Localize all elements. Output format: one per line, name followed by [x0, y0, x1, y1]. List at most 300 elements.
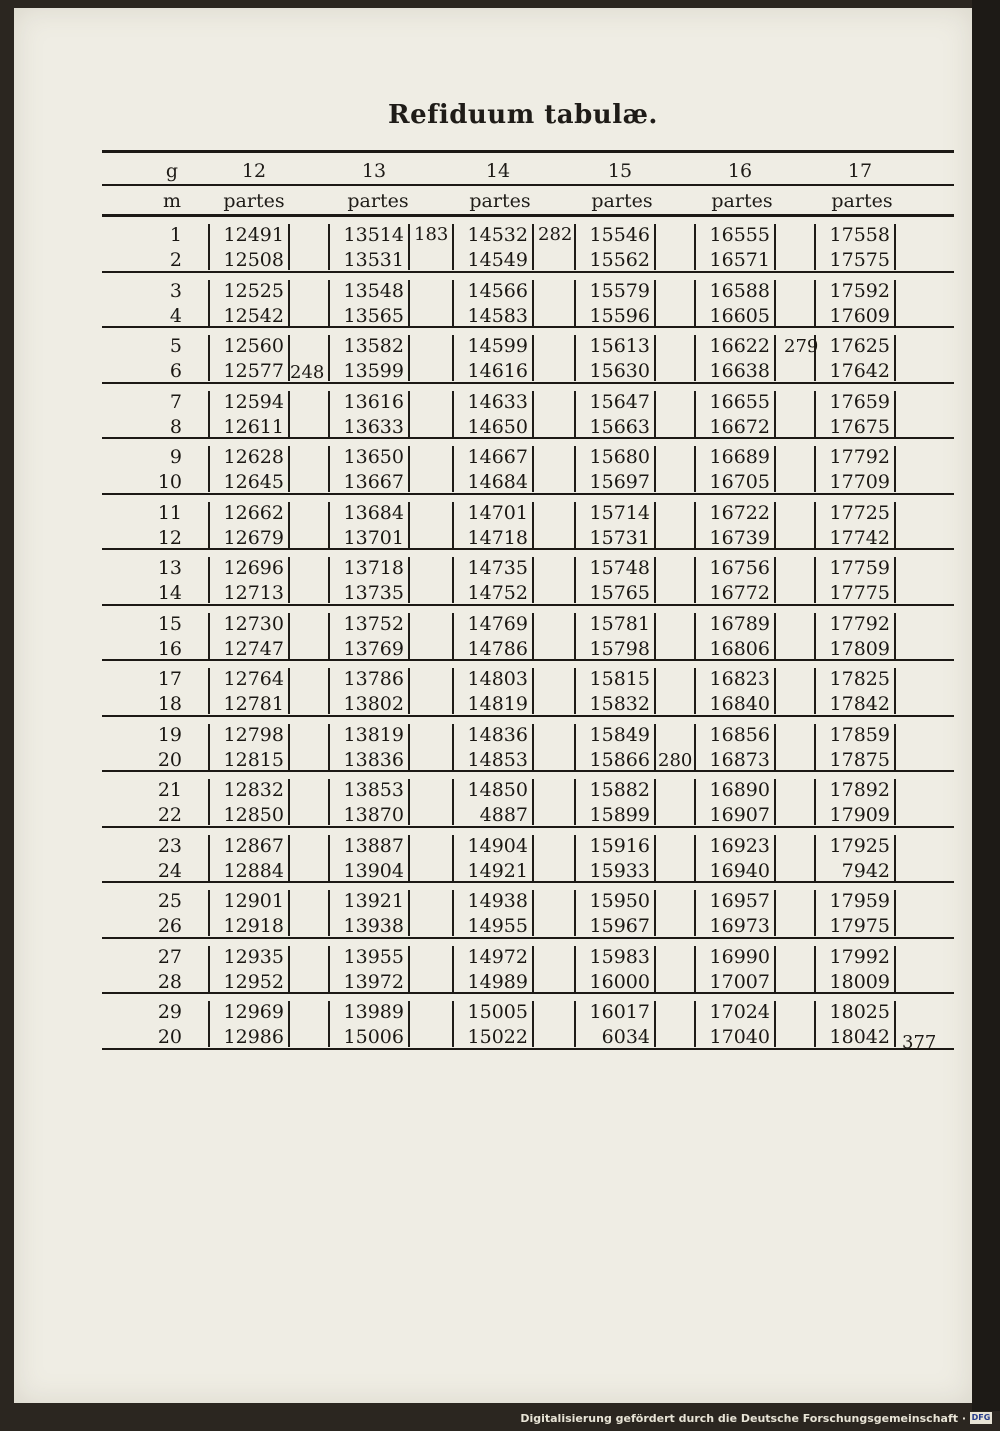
- table-cell: 14549: [467, 249, 528, 271]
- column-rule: [654, 391, 656, 437]
- column-rule: [288, 724, 290, 770]
- table-cell: 14853: [467, 748, 528, 771]
- column-rule: [894, 668, 896, 714]
- table-cell: 16940: [709, 859, 770, 882]
- header-degrees: [102, 156, 954, 186]
- table-row: [102, 607, 954, 663]
- table-cell: 13853: [343, 779, 404, 801]
- column-rule: [814, 280, 816, 326]
- column-rule: [208, 446, 210, 492]
- column-rule: [694, 557, 696, 603]
- row-rule: [102, 493, 954, 495]
- table-cell: 15748: [589, 557, 650, 579]
- column-rule: [328, 890, 330, 936]
- table-cell: 17842: [829, 693, 890, 715]
- table-cell: 17024: [709, 1001, 770, 1023]
- column-rule: [452, 613, 454, 659]
- table-cell: 16856: [709, 723, 770, 746]
- table-cell: 14701: [467, 501, 528, 524]
- table-cell: 14786: [467, 637, 528, 660]
- partes-label: partes: [347, 190, 409, 212]
- column-rule: [328, 557, 330, 603]
- column-rule: [654, 890, 656, 936]
- minute-label: 20: [157, 748, 182, 771]
- table-cell: 15022: [467, 1026, 528, 1048]
- column-rule: [774, 724, 776, 770]
- table-cell: 12952: [223, 970, 284, 993]
- minute-label: 28: [157, 970, 182, 993]
- table-cell: 13786: [343, 668, 404, 690]
- table-cell: 18025: [829, 1001, 890, 1023]
- column-rule: [288, 779, 290, 825]
- column-rule: [408, 835, 410, 881]
- table-cell: 16806: [709, 637, 770, 660]
- table-cell: 18042: [829, 1026, 890, 1048]
- row-rule: [102, 548, 954, 550]
- column-rule: [328, 446, 330, 492]
- table-row: [102, 274, 954, 330]
- table-cell: 16890: [709, 779, 770, 801]
- column-rule: [208, 835, 210, 881]
- table-cell: 16672: [709, 415, 770, 438]
- column-rule: [774, 613, 776, 659]
- table-cell: 15005: [467, 1001, 528, 1023]
- partes-label: partes: [831, 190, 893, 212]
- table-cell: 16000: [589, 970, 650, 993]
- table-cell: 14955: [467, 915, 528, 937]
- table-cell: 13565: [343, 304, 404, 327]
- table-row: [102, 218, 954, 274]
- header-rule-bottom: [102, 214, 954, 217]
- table-cell: 17642: [829, 360, 890, 382]
- minute-label: 3: [169, 279, 182, 302]
- column-rule: [532, 946, 534, 992]
- column-rule: [532, 391, 534, 437]
- column-rule: [288, 446, 290, 492]
- table-cell: 15697: [589, 471, 650, 493]
- column-rule: [452, 391, 454, 437]
- column-rule: [328, 835, 330, 881]
- minute-label: 25: [157, 890, 182, 912]
- column-rule: [574, 890, 576, 936]
- column-rule: [814, 557, 816, 603]
- minute-label: 11: [157, 501, 182, 524]
- table-cell: 13701: [343, 526, 404, 549]
- table-cell: 15781: [589, 612, 650, 635]
- minute-label: 20: [157, 1026, 182, 1048]
- column-rule: [654, 946, 656, 992]
- column-rule: [814, 890, 816, 936]
- column-rule: [408, 391, 410, 437]
- table-cell: 14904: [467, 834, 528, 857]
- table-cell: 14718: [467, 526, 528, 549]
- column-rule: [208, 946, 210, 992]
- column-rule: [408, 890, 410, 936]
- column-rule: [532, 668, 534, 714]
- table-cell: 13802: [343, 693, 404, 715]
- column-rule: [574, 335, 576, 381]
- table-cell: 14836: [467, 723, 528, 746]
- table-cell: 15562: [589, 249, 650, 271]
- table-cell: 17742: [829, 526, 890, 549]
- row-rule: [102, 326, 954, 328]
- column-rule: [208, 890, 210, 936]
- column-rule: [894, 557, 896, 603]
- column-rule: [208, 280, 210, 326]
- minute-label: 1: [169, 224, 182, 246]
- column-rule: [654, 613, 656, 659]
- table-cell: 17925: [829, 834, 890, 857]
- table-cell: 14735: [467, 557, 528, 579]
- table-cell: 12713: [223, 582, 284, 604]
- table-cell: 13819: [343, 723, 404, 746]
- column-rule: [574, 779, 576, 825]
- column-rule: [532, 1001, 534, 1047]
- table-row: [102, 829, 954, 885]
- row-rule: [102, 826, 954, 828]
- column-rule: [654, 224, 656, 270]
- col-header-13: 13: [361, 160, 387, 182]
- column-rule: [208, 1001, 210, 1047]
- column-rule: [452, 280, 454, 326]
- table-cell: 16739: [709, 526, 770, 549]
- table-cell: 16588: [709, 279, 770, 302]
- minute-label: 26: [157, 915, 182, 937]
- table-cell: 13514: [343, 224, 404, 246]
- table-cell: 15630: [589, 360, 650, 382]
- row-rule: [102, 271, 954, 273]
- column-rule: [774, 946, 776, 992]
- table-cell: 15815: [589, 668, 650, 690]
- partes-label: partes: [711, 190, 773, 212]
- table-cell: 15933: [589, 859, 650, 882]
- table-cell: 13836: [343, 748, 404, 771]
- column-rule: [408, 335, 410, 381]
- column-rule: [452, 724, 454, 770]
- column-rule: [208, 502, 210, 548]
- table-cell: 15579: [589, 279, 650, 302]
- column-rule: [574, 280, 576, 326]
- column-rule: [814, 1001, 816, 1047]
- column-rule: [894, 890, 896, 936]
- column-rule: [694, 668, 696, 714]
- column-rule: [694, 779, 696, 825]
- column-rule: [654, 446, 656, 492]
- column-rule: [328, 391, 330, 437]
- table-cell: 12935: [223, 945, 284, 968]
- table-cell: 4887: [479, 804, 528, 826]
- column-rule: [288, 502, 290, 548]
- table-cell: 12628: [223, 446, 284, 468]
- table-cell: 15546: [589, 224, 650, 246]
- column-rule: [288, 835, 290, 881]
- table-cell: 15765: [589, 582, 650, 604]
- table-cell: 17609: [829, 304, 890, 327]
- table-cell: 17859: [829, 723, 890, 746]
- table-cell: 14819: [467, 693, 528, 715]
- table-cell: 15680: [589, 446, 650, 468]
- table-cell: 14769: [467, 612, 528, 635]
- row-rule: [102, 937, 954, 939]
- column-rule: [894, 613, 896, 659]
- table-cell: 16789: [709, 612, 770, 635]
- column-rule: [452, 946, 454, 992]
- table-cell: 14921: [467, 859, 528, 882]
- table-cell: 12696: [223, 557, 284, 579]
- table-cell: 15613: [589, 335, 650, 357]
- table-cell: 17040: [709, 1026, 770, 1048]
- column-rule: [532, 724, 534, 770]
- column-rule: [894, 946, 896, 992]
- table-cell: 12884: [223, 859, 284, 882]
- column-rule: [328, 224, 330, 270]
- column-rule: [328, 668, 330, 714]
- row-rule: [102, 881, 954, 883]
- row-rule: [102, 1048, 954, 1050]
- table-cell: 17975: [829, 915, 890, 937]
- table-cell: 15832: [589, 693, 650, 715]
- table-row: [102, 940, 954, 996]
- table-cell: 13887: [343, 834, 404, 857]
- table-cell: 16990: [709, 945, 770, 968]
- table-cell: 15866: [589, 748, 650, 771]
- column-rule: [894, 391, 896, 437]
- column-rule: [532, 224, 534, 270]
- table-cell: 16772: [709, 582, 770, 604]
- column-rule: [328, 1001, 330, 1047]
- column-rule: [774, 557, 776, 603]
- table-cell: 13548: [343, 279, 404, 302]
- column-rule: [894, 335, 896, 381]
- column-rule: [694, 502, 696, 548]
- table-cell: 14989: [467, 970, 528, 993]
- table-cell: 13938: [343, 915, 404, 937]
- column-rule: [532, 280, 534, 326]
- minute-label: 12: [157, 526, 182, 549]
- table-cell: 16017: [589, 1001, 650, 1023]
- column-rule: [532, 779, 534, 825]
- minute-label: 15: [157, 612, 182, 635]
- table-cell: 15882: [589, 779, 650, 801]
- table-cell: 16923: [709, 834, 770, 857]
- minute-label: 18: [157, 693, 182, 715]
- table-cell: 13955: [343, 945, 404, 968]
- table-cell: 16638: [709, 360, 770, 382]
- column-rule: [452, 557, 454, 603]
- table-cell: 17592: [829, 279, 890, 302]
- table-cell: 15899: [589, 804, 650, 826]
- minute-label: 22: [157, 804, 182, 826]
- table-cell: 12525: [223, 279, 284, 302]
- minute-label: 6: [169, 360, 182, 382]
- table-cell: 13735: [343, 582, 404, 604]
- column-rule: [814, 391, 816, 437]
- table-cell: 15916: [589, 834, 650, 857]
- column-rule: [328, 779, 330, 825]
- table-cell: 12764: [223, 668, 284, 690]
- table-cell: 15967: [589, 915, 650, 937]
- column-rule: [774, 391, 776, 437]
- table-cell: 14803: [467, 668, 528, 690]
- partes-label: partes: [591, 190, 653, 212]
- table-cell: 15950: [589, 890, 650, 912]
- column-rule: [532, 557, 534, 603]
- col-header-12: 12: [241, 160, 267, 182]
- column-rule: [574, 946, 576, 992]
- column-rule: [814, 779, 816, 825]
- table-cell: 13582: [343, 335, 404, 357]
- minute-mark: m: [162, 190, 182, 212]
- column-rule: [574, 391, 576, 437]
- column-rule: [694, 890, 696, 936]
- table-cell: 17875: [829, 748, 890, 771]
- column-rule: [208, 779, 210, 825]
- row-rule: [102, 992, 954, 994]
- table-cell: 12508: [223, 249, 284, 271]
- column-rule: [814, 446, 816, 492]
- minute-label: 19: [157, 723, 182, 746]
- table-cell: 17575: [829, 249, 890, 271]
- column-rule: [208, 391, 210, 437]
- column-rule: [208, 557, 210, 603]
- table-cell: 16605: [709, 304, 770, 327]
- column-rule: [288, 613, 290, 659]
- table-cell: 13989: [343, 1001, 404, 1023]
- column-rule: [532, 335, 534, 381]
- dfg-logo-icon: DFG: [971, 1413, 991, 1422]
- column-rule: [774, 835, 776, 881]
- table-cell: 15983: [589, 945, 650, 968]
- minute-label: 27: [157, 945, 182, 968]
- column-rule: [694, 946, 696, 992]
- table-cell: 15731: [589, 526, 650, 549]
- column-rule: [208, 335, 210, 381]
- table-cell: 13870: [343, 804, 404, 826]
- table-cell: 14684: [467, 471, 528, 493]
- column-rule: [574, 1001, 576, 1047]
- table-cell: 13633: [343, 415, 404, 438]
- side-note: 377: [902, 1032, 937, 1053]
- side-note: 280: [658, 750, 693, 771]
- table-cell: 12781: [223, 693, 284, 715]
- column-rule: [894, 835, 896, 881]
- column-rule: [774, 779, 776, 825]
- column-rule: [452, 1001, 454, 1047]
- minute-label: 5: [169, 335, 182, 357]
- column-rule: [452, 779, 454, 825]
- column-rule: [288, 224, 290, 270]
- column-rule: [894, 1001, 896, 1047]
- table-row: [102, 773, 954, 829]
- table-cell: 13531: [343, 249, 404, 271]
- row-rule: [102, 437, 954, 439]
- column-rule: [894, 280, 896, 326]
- table-cell: 12986: [223, 1026, 284, 1048]
- column-rule: [694, 224, 696, 270]
- table-cell: 14938: [467, 890, 528, 912]
- column-rule: [574, 613, 576, 659]
- column-rule: [208, 724, 210, 770]
- table-cell: 12867: [223, 834, 284, 857]
- column-rule: [288, 1001, 290, 1047]
- table-cell: 14972: [467, 945, 528, 968]
- table-cell: 16973: [709, 915, 770, 937]
- column-rule: [208, 613, 210, 659]
- column-rule: [694, 1001, 696, 1047]
- col-header-16: 16: [727, 160, 753, 182]
- table-cell: 13769: [343, 637, 404, 660]
- column-rule: [208, 224, 210, 270]
- column-rule: [452, 224, 454, 270]
- column-rule: [408, 502, 410, 548]
- table-cell: 13718: [343, 557, 404, 579]
- column-rule: [654, 835, 656, 881]
- minute-label: 7: [169, 390, 182, 413]
- table-cell: 16873: [709, 748, 770, 771]
- column-rule: [532, 446, 534, 492]
- column-rule: [288, 391, 290, 437]
- table-cell: 16655: [709, 390, 770, 413]
- table-cell: 12611: [223, 415, 284, 438]
- column-rule: [814, 224, 816, 270]
- column-rule: [408, 446, 410, 492]
- column-rule: [694, 835, 696, 881]
- column-rule: [654, 668, 656, 714]
- column-rule: [328, 946, 330, 992]
- row-rule: [102, 659, 954, 661]
- column-rule: [774, 280, 776, 326]
- table-cell: 13650: [343, 446, 404, 468]
- side-note: 248: [290, 362, 325, 383]
- table-cell: 12491: [223, 224, 284, 246]
- column-rule: [654, 724, 656, 770]
- column-rule: [814, 668, 816, 714]
- side-note: 279: [784, 336, 819, 357]
- table-cell: 12798: [223, 723, 284, 746]
- table-cell: 15849: [589, 723, 650, 746]
- column-rule: [328, 724, 330, 770]
- column-rule: [408, 1001, 410, 1047]
- column-rule: [894, 446, 896, 492]
- side-note: 183: [414, 224, 449, 245]
- column-rule: [408, 613, 410, 659]
- col-header-17: 17: [847, 160, 873, 182]
- column-rule: [574, 224, 576, 270]
- minute-label: 24: [157, 859, 182, 882]
- table-cell: 14599: [467, 335, 528, 357]
- table-cell: 12560: [223, 335, 284, 357]
- row-rule: [102, 382, 954, 384]
- column-rule: [574, 557, 576, 603]
- column-rule: [774, 1001, 776, 1047]
- column-rule: [654, 280, 656, 326]
- row-rule: [102, 604, 954, 606]
- table-cell: 17709: [829, 471, 890, 493]
- table-cell: 12730: [223, 612, 284, 635]
- col-header-14: 14: [485, 160, 511, 182]
- table-cell: 16907: [709, 804, 770, 826]
- minute-label: 16: [157, 637, 182, 660]
- table-row: [102, 718, 954, 774]
- table-cell: 17792: [829, 446, 890, 468]
- column-rule: [814, 835, 816, 881]
- table-cell: 16840: [709, 693, 770, 715]
- column-rule: [452, 446, 454, 492]
- column-rule: [408, 779, 410, 825]
- column-rule: [452, 502, 454, 548]
- column-rule: [894, 779, 896, 825]
- row-rule: [102, 770, 954, 772]
